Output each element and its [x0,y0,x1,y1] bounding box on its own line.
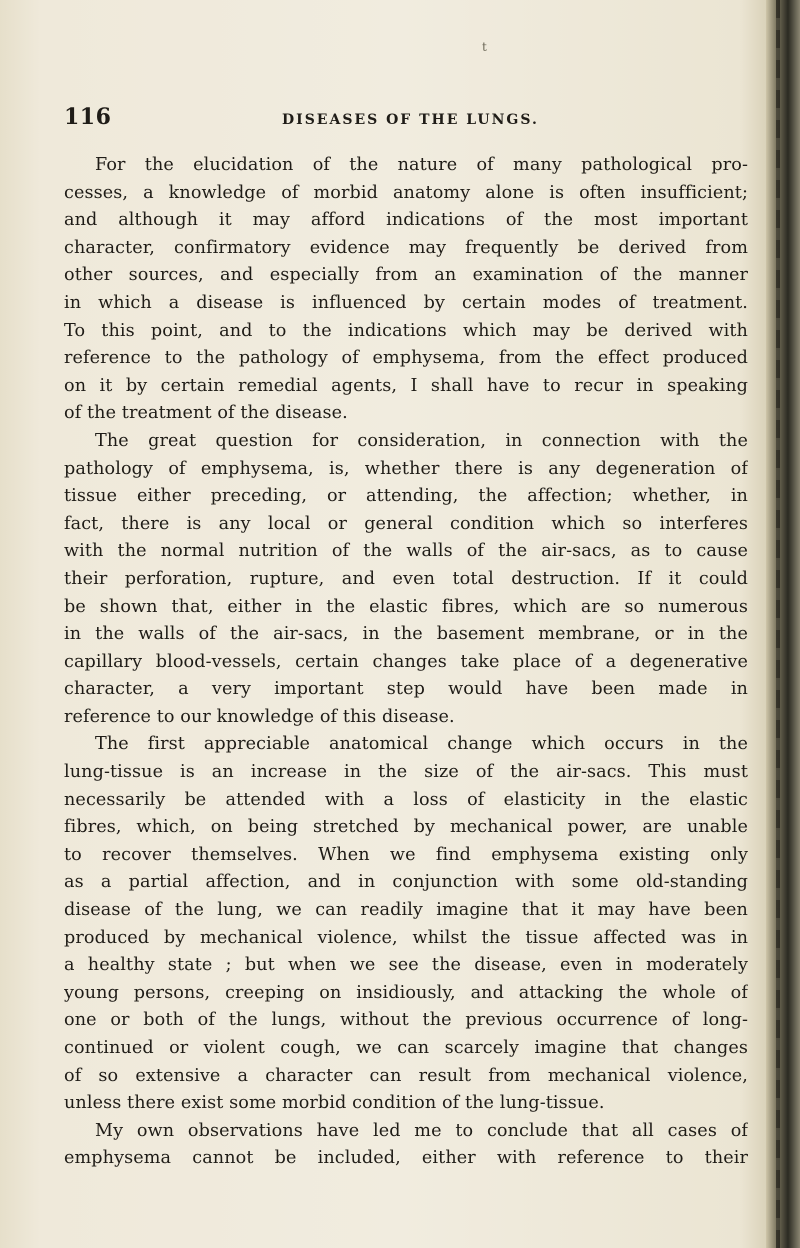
text-line: on it by certain remedial agents, I shall have to recur in speaking [64,375,748,396]
text-line: emphysema cannot be included, either with reference to their [64,1148,748,1169]
text-line: of the treatment of the disease. [64,403,348,424]
text-line: of so extensive a character can result from mechanical violence, [64,1065,748,1086]
text-line: To this point, and to the indications which may be derived with [64,320,748,341]
text-line: in the walls of the air-sacs, in the basement membrane, or in the [64,624,748,645]
text-line: unless there exist some morbid condition of the lung-tissue. [64,1093,605,1114]
text-line: continued or violent cough, we can scarcely imagine that changes [64,1038,748,1058]
text-line: For the elucidation of the nature of many pathological pro- [95,155,748,175]
text-line: one or both of the lungs, without the previous occurrence of long- [64,1010,748,1031]
text-line: pathology of emphysema, is, whether there is any degeneration of [64,458,748,479]
text-line: a healthy state ; but when we see the disease, even in moderately [64,955,748,976]
text-line: reference to our knowledge of this disease. [64,706,455,727]
page-header [64,104,744,144]
text-line: with the normal nutrition of the walls of the air-sacs, as to cause [64,541,748,562]
text-line: young persons, creeping on insidiously, and attacking the whole of [64,982,748,1003]
text-line: character, a very important step would have been made in [64,679,748,700]
binding-edge [766,0,800,1248]
text-line: reference to the pathology of emphysema, from the effect produced [64,348,748,369]
text-line: necessarily be attended with a loss of elasticity in the elastic [64,789,748,810]
text-line: lung-tissue is an increase in the size of the air-sacs. This must [64,762,748,783]
text-line: character, confirmatory evidence may frequently be derived from [64,237,748,258]
text-line: produced by mechanical violence, whilst the tissue affected was in [64,927,748,948]
text-line: be shown that, either in the elastic fibres, which are so numerous [64,596,748,617]
text-line: disease of the lung, we can readily imagine that it may have been [64,900,748,921]
text-line: to recover themselves. When we find emphysema existing only [64,844,748,865]
text-line: The great question for consideration, in connection with the [95,430,748,451]
text-line: My own observations have led me to conclude that all cases of [95,1120,748,1141]
text-line: other sources, and especially from an examination of the manner [64,265,748,286]
text-line: fibres, which, on being stretched by mechanical power, are unable [64,817,748,838]
text-line: fact, there is any local or general condition which so interferes [64,513,748,534]
page-number: 116 [64,104,112,130]
text-line: in which a disease is influenced by certain modes of treatment. [64,292,748,313]
running-head: DISEASES OF THE LUNGS. [282,112,539,128]
text-line: their perforation, rupture, and even total destruction. If it could [64,568,748,589]
top-mark: t [482,40,487,54]
body-text [64,152,748,1173]
text-line: The first appreciable anatomical change which occurs in the [95,734,748,755]
text-line: and although it may afford indications of the most important [64,210,748,231]
text-line: cesses, a knowledge of morbid anatomy alone is often insufficient; [64,182,748,203]
text-line: tissue either preceding, or attending, the affection; whether, in [64,486,748,507]
text-line: as a partial affection, and in conjunction with some old-standing [64,872,748,893]
text-line: capillary blood-vessels, certain changes take place of a degenerative [64,651,748,672]
